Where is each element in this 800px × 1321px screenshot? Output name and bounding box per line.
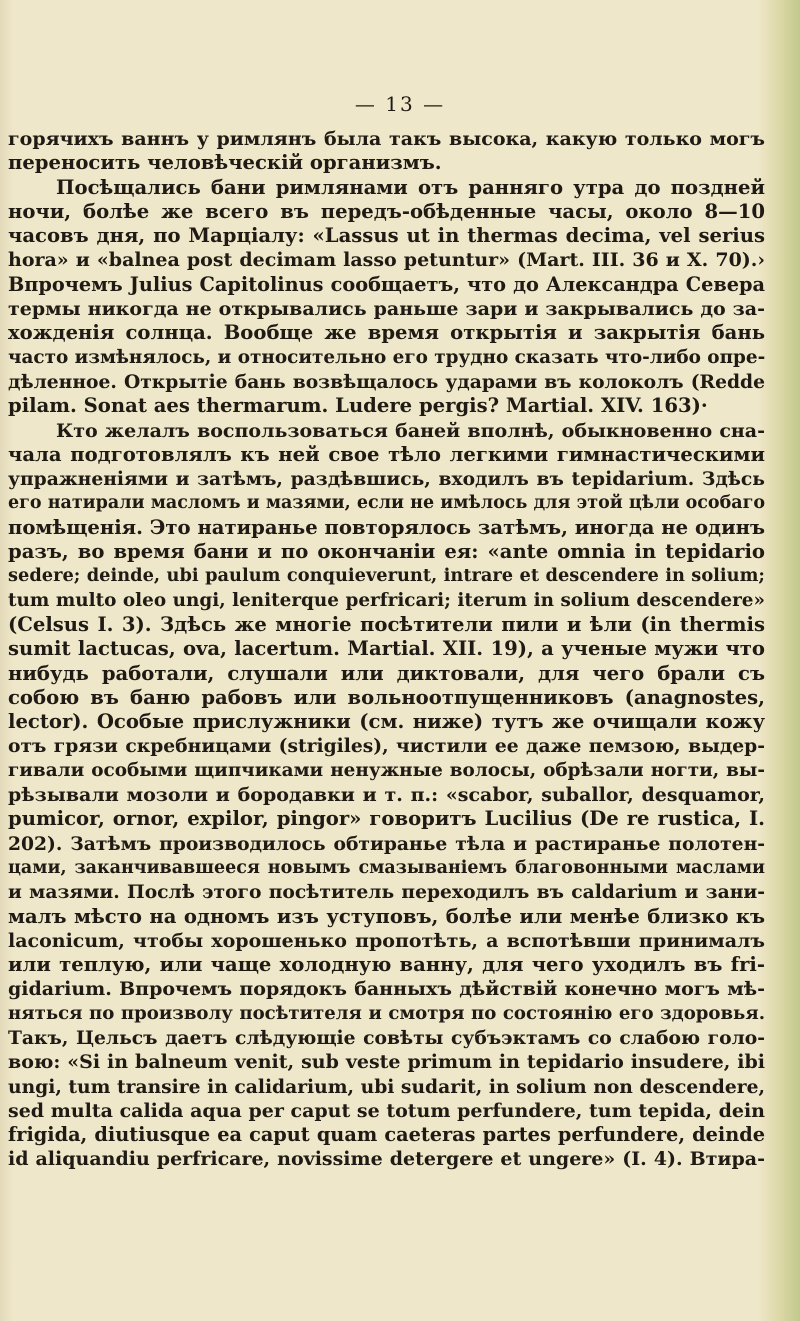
text-line: lector). Особые прислужники (см. ниже) тутъ же очищали кожу: [8, 710, 765, 734]
text-line: нибудь работали, слушали или диктовали, для чего брали съ: [8, 661, 765, 685]
text-line: gidarium. Впрочемъ порядокъ банныхъ дѣйствій конечно могъ мѣ-: [8, 978, 765, 1001]
text-body: [8, 127, 765, 1172]
text-line: рѣзывали мозоли и бородавки и т. п.: «scabor, suballor, desquamor,: [8, 784, 765, 807]
text-line: Такъ, Цельсъ даетъ слѣдующіе совѣты субъэктамъ со слабою голо-: [8, 1026, 765, 1049]
text-line: хожденія солнца. Вообще же время открытія и закрытія бань: [8, 321, 765, 345]
text-line: упражненіями и затѣмъ, раздѣвшись, входилъ въ tepidarium. Здѣсь: [8, 468, 765, 491]
text-line: pilam. Sonat aes thermarum. Ludere pergis? Martial. XIV. 163)·: [8, 394, 708, 418]
text-line: дѣленное. Открытіе бань возвѣщалось ударами въ колоколъ (Redde: [8, 370, 765, 393]
text-line: собою въ баню рабовъ или вольноотпущенниковъ (anagnostes,: [8, 685, 765, 709]
page-number: — 13 —: [354, 92, 446, 116]
text-line: sed multa calida aqua per caput se totum perfundere, tum tepida, dein: [8, 1099, 765, 1122]
text-line: tum multo oleo ungi, leniterque perfricari; iterum in solium descendere»: [8, 589, 765, 611]
text-line: гивали особыми щипчиками ненужные волосы, обрѣзали ногти, вы-: [8, 759, 765, 781]
text-line: Посѣщались бани римлянами отъ ранняго утра до поздней: [56, 175, 765, 199]
text-line: и мазями. Послѣ этого посѣтитель переходилъ въ caldarium и зани-: [8, 881, 765, 904]
text-line: Впрочемъ Julius Capitolinus сообщаетъ, что до Александра Севера: [8, 272, 765, 296]
text-line: или теплую, или чаще холодную ванну, для чего уходилъ въ fri-: [8, 953, 765, 977]
text-line: id aliquandiu perfricare, novissime detergere et ungere» (I. 4). Втира-: [8, 1148, 765, 1171]
text-line: горячихъ ваннъ у римлянъ была такъ высока, какую только могъ: [8, 128, 765, 150]
text-line: помѣщенія. Это натиранье повторялось затѣмъ, иногда не одинъ: [8, 515, 765, 539]
text-line: отъ грязи скребницами (strigiles), чистили ее даже пемзою, выдер-: [8, 735, 765, 758]
text-line: няться по произволу посѣтителя и смотря по состоянію его здоровья.: [8, 1002, 765, 1024]
text-line: цами, заканчивавшееся новымъ смазываніемъ благовонными маслами: [8, 857, 765, 878]
text-line: sedere; deinde, ubi paulum conquieverunt, intrare et descendere in solium;: [8, 565, 765, 587]
text-line: laconicum, чтобы хорошенько пропотѣть, а вспотѣвши принималъ: [8, 929, 765, 952]
text-line: термы никогда не открывались раньше зари и закрывались до за-: [8, 298, 765, 321]
text-line: вою: «Si in balneum venit, sub veste primum in tepidario insudere, ibi: [8, 1051, 765, 1074]
text-line: малъ мѣсто на одномъ изъ уступовъ, болѣе или менѣе близко къ: [8, 904, 765, 928]
text-line: его натирали масломъ и мазями, если не имѣлось для этой цѣли особаго: [8, 493, 765, 514]
text-line: ungi, tum transire in calidarium, ubi sudarit, in solium non descendere,: [8, 1075, 765, 1098]
text-line: hora» и «balnea post decimam lasso petuntur» (Mart. III. 36 и X. 70).›: [8, 249, 765, 272]
text-line: 202). Затѣмъ производилось обтиранье тѣла и растиранье полотен-: [8, 832, 765, 855]
text-line: frigida, diutiusque ea caput quam caeteras partes perfundere, deinde: [8, 1123, 765, 1147]
text-line: ночи, болѣе же всего въ передъ-обѣденные часы, около 8—10: [8, 199, 765, 223]
text-line: sumit lactucas, ova, lacertum. Martial. XII. 19), а ученые мужи что: [8, 637, 765, 661]
text-line: переносить человѣческій организмъ.: [8, 151, 442, 175]
text-line: чала подготовлялъ къ ней свое тѣло легкими гимнастическими: [8, 442, 765, 466]
text-line: часовъ дня, по Марціалу: «Lassus ut in thermas decima, vel serius: [8, 224, 765, 248]
text-line: Кто желалъ воспользоваться баней вполнѣ, обыкновенно сна-: [56, 419, 765, 442]
text-line: (Celsus I. 3). Здѣсь же многіе посѣтители пили и ѣли (in thermis: [8, 612, 765, 636]
text-line: часто измѣнялось, и относительно его трудно сказать что-либо опре-: [8, 346, 766, 368]
text-line: разъ, во время бани и по окончаніи ея: «ante omnia in tepidario: [8, 540, 765, 564]
text-line: pumicor, ornor, expilor, pingor» говоритъ Lucilius (De re rustica, I.: [8, 807, 765, 831]
